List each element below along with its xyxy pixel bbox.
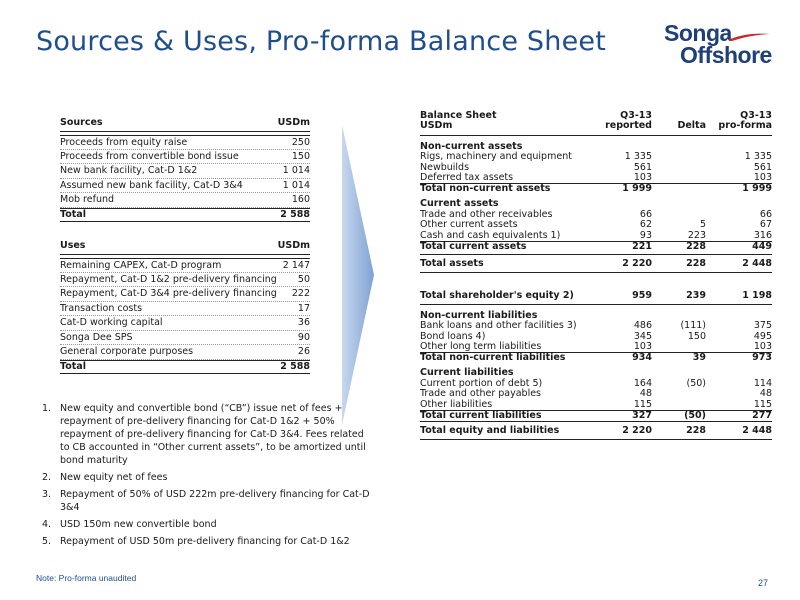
- cell-reported: 221: [632, 240, 652, 252]
- sources-header-label: Sources: [60, 117, 103, 128]
- cell-proforma: 103: [753, 172, 772, 184]
- cell-proforma: 103: [753, 341, 772, 353]
- cell-proforma: 115: [753, 398, 772, 410]
- row-label: Cat-D working capital: [60, 317, 163, 329]
- table-row: [60, 164, 310, 179]
- cell-proforma: 1 999: [742, 183, 772, 195]
- cell-delta: 39: [692, 352, 706, 364]
- table-row: [420, 321, 772, 332]
- cell-proforma: 1 335: [744, 151, 772, 163]
- row-label: Repayment, Cat-D 1&2 pre-delivery financing: [60, 273, 277, 285]
- cell-reported: 345: [633, 330, 652, 342]
- header-col-proforma: pro-forma: [718, 120, 772, 132]
- note-number: 4.: [42, 519, 52, 530]
- total-value: 2 588: [280, 209, 310, 221]
- balance-header-row-1: [420, 110, 772, 121]
- list-item: [42, 518, 372, 531]
- note-text: Repayment of 50% of USD 222m pre-delivery financing for Cat-D 3&4: [60, 489, 370, 513]
- note-number: 2.: [42, 472, 52, 483]
- row-label: Total current liabilities: [420, 409, 542, 421]
- cell-reported: 164: [633, 377, 652, 389]
- table-row: [420, 378, 772, 389]
- section-title: Current assets: [420, 198, 499, 210]
- total-label: Total: [60, 361, 86, 373]
- cell-reported: 1 999: [622, 183, 652, 195]
- note-number: 3.: [42, 489, 52, 500]
- cell-delta: (50): [686, 377, 706, 389]
- row-value: 26: [297, 346, 310, 358]
- cell-proforma: 973: [752, 352, 772, 364]
- total-label: Total: [60, 209, 86, 221]
- list-item: [42, 402, 372, 467]
- cell-proforma: 2 448: [742, 425, 772, 436]
- cell-proforma: 2 448: [742, 258, 772, 269]
- cell-delta: 223: [687, 229, 706, 241]
- cell-delta: 5: [699, 219, 706, 231]
- cell-reported: 959: [632, 290, 652, 301]
- divider: [420, 439, 772, 440]
- row-label: Current portion of debt 5): [420, 377, 543, 389]
- table-row: [420, 209, 772, 220]
- cell-proforma: 66: [759, 208, 772, 220]
- row-label: Deferred tax assets: [420, 172, 514, 184]
- header-label: Balance Sheet: [420, 109, 497, 121]
- table-row: [420, 173, 772, 184]
- row-value: 222: [291, 288, 310, 300]
- table-row: [420, 220, 772, 231]
- section-title: Non-current liabilities: [420, 309, 538, 321]
- logo-line-2: Offshore: [680, 42, 772, 68]
- cell-proforma: 449: [752, 240, 772, 252]
- cell-delta: 150: [687, 330, 706, 342]
- row-label: New bank facility, Cat-D 1&2: [60, 165, 198, 177]
- equity-row: [420, 287, 772, 304]
- row-label: Total shareholder's equity 2): [420, 290, 574, 301]
- logo-swoosh-icon: [726, 30, 772, 42]
- row-label: Repayment, Cat-D 3&4 pre-delivery financing: [60, 288, 277, 300]
- table-row: [60, 179, 310, 194]
- header-col-delta: Delta: [677, 120, 706, 132]
- table-row: [60, 150, 310, 165]
- note-number: 5.: [42, 536, 52, 547]
- footnote: Note: Pro-forma unaudited: [36, 573, 137, 583]
- total-row: [420, 352, 772, 363]
- row-label: Songa Dee SPS: [60, 331, 133, 343]
- uses-total-row: [60, 360, 310, 375]
- row-value: 1 014: [282, 165, 310, 177]
- row-label: Total assets: [420, 258, 484, 269]
- cell-reported: 66: [639, 208, 652, 220]
- note-text: Repayment of USD 50m pre-delivery financing for Cat-D 1&2: [60, 536, 350, 547]
- table-row: [420, 162, 772, 173]
- sources-header-unit: USDm: [277, 117, 310, 128]
- row-value: 17: [297, 302, 310, 314]
- cell-reported: 486: [633, 320, 652, 332]
- row-value: 90: [297, 331, 310, 343]
- cell-reported: 327: [632, 409, 652, 421]
- section-title: Current liabilities: [420, 367, 514, 379]
- row-label: Remaining CAPEX, Cat-D program: [60, 259, 222, 271]
- cell-reported: 62: [639, 219, 652, 231]
- header-col-reported: reported: [605, 120, 652, 132]
- table-row: [60, 287, 310, 302]
- row-value: 1 014: [282, 179, 310, 191]
- row-value: 36: [297, 317, 310, 329]
- table-row: [420, 389, 772, 400]
- table-row: [420, 230, 772, 241]
- table-row: [60, 302, 310, 317]
- list-item: [42, 471, 372, 484]
- cell-proforma: 114: [753, 377, 772, 389]
- row-label: Trade and other receivables: [420, 208, 553, 220]
- sources-header: [60, 117, 310, 132]
- table-row: [60, 273, 310, 288]
- cell-reported: 934: [632, 352, 652, 364]
- table-row: [60, 258, 310, 273]
- cell-delta: 239: [686, 290, 706, 301]
- table-row: [420, 342, 772, 353]
- page-title: Sources & Uses, Pro-forma Balance Sheet: [36, 26, 606, 57]
- header-col-proforma: Q3-13: [740, 109, 772, 121]
- row-value: 150: [291, 150, 310, 162]
- cell-reported: 103: [633, 172, 652, 184]
- cell-proforma: 67: [759, 219, 772, 231]
- row-label: Total non-current assets: [420, 183, 551, 195]
- balance-sheet-table: [420, 110, 772, 440]
- sources-table: [60, 117, 310, 222]
- cell-reported: 1 335: [624, 151, 652, 163]
- arrow-right-icon: [342, 125, 374, 425]
- cell-reported: 103: [633, 341, 652, 353]
- cell-delta: (111): [680, 320, 706, 332]
- uses-table: [60, 240, 310, 374]
- list-item: [42, 535, 372, 548]
- balance-header-row-2: [420, 121, 772, 132]
- cell-proforma: 316: [753, 229, 772, 241]
- row-label: Mob refund: [60, 194, 115, 206]
- total-row: [420, 183, 772, 194]
- row-label: Total current assets: [420, 240, 527, 252]
- cell-reported: 93: [639, 229, 652, 241]
- row-label: Newbuilds: [420, 161, 470, 173]
- row-label: Bond loans 4): [420, 330, 486, 342]
- row-value: 250: [291, 136, 310, 148]
- uses-header: [60, 240, 310, 255]
- cell-delta: 228: [686, 425, 706, 436]
- cell-proforma: 1 198: [742, 290, 772, 301]
- table-row: [60, 345, 310, 360]
- sources-total-row: [60, 208, 310, 223]
- cell-proforma: 48: [759, 388, 772, 400]
- table-row: [420, 152, 772, 163]
- row-label: Bank loans and other facilities 3): [420, 320, 577, 332]
- note-text: USD 150m new convertible bond: [60, 519, 217, 530]
- page-number: 27: [758, 578, 769, 588]
- row-label: Total equity and liabilities: [420, 425, 560, 436]
- logo-line-1: Songa: [664, 20, 732, 46]
- uses-header-label: Uses: [60, 240, 86, 251]
- cell-reported: 2 220: [622, 425, 652, 436]
- row-label: Proceeds from equity raise: [60, 136, 188, 148]
- total-value: 2 588: [280, 361, 310, 373]
- row-label: Rigs, machinery and equipment: [420, 151, 572, 163]
- row-label: Assumed new bank facility, Cat-D 3&4: [60, 179, 243, 191]
- row-label: Transaction costs: [60, 302, 143, 314]
- cell-reported: 48: [639, 388, 652, 400]
- row-label: Other long term liabilities: [420, 341, 542, 353]
- cell-proforma: 495: [753, 330, 772, 342]
- notes-list: [42, 402, 372, 552]
- cell-reported: 115: [633, 398, 652, 410]
- note-number: 1.: [42, 403, 52, 414]
- list-item: [42, 488, 372, 514]
- cell-proforma: 561: [753, 161, 772, 173]
- total-row: [420, 410, 772, 421]
- table-row: [60, 331, 310, 346]
- cell-delta: (50): [684, 409, 706, 421]
- table-row: [60, 193, 310, 208]
- note-text: New equity and convertible bond (“CB”) issue net of fees + repayment of pre-delivery financing for Cat-D 1&2 + 50% repayment of pre-delivery financing for Cat-D 3&4. Fees related to CB accounted in “Other current assets”, to be amortized until bond maturity: [60, 403, 366, 466]
- total-row: [420, 241, 772, 252]
- row-value: 50: [297, 273, 310, 285]
- row-label: General corporate purposes: [60, 346, 194, 358]
- row-label: Total non-current liabilities: [420, 352, 566, 364]
- table-row: [60, 316, 310, 331]
- table-row: [420, 331, 772, 342]
- row-label: Trade and other payables: [420, 388, 542, 400]
- cell-delta: 228: [686, 258, 706, 269]
- header-label: USDm: [420, 120, 453, 132]
- cell-delta: 228: [686, 240, 706, 252]
- section-title: Non-current assets: [420, 140, 523, 152]
- cell-reported: 2 220: [622, 258, 652, 269]
- row-label: Other liabilities: [420, 398, 493, 410]
- row-label: Proceeds from convertible bond issue: [60, 150, 239, 162]
- table-row: [420, 399, 772, 410]
- cell-proforma: 277: [752, 409, 772, 421]
- header-col-reported: Q3-13: [620, 109, 652, 121]
- note-text: New equity net of fees: [60, 472, 168, 483]
- row-label: Cash and cash equivalents 1): [420, 229, 561, 241]
- row-label: Other current assets: [420, 219, 518, 231]
- row-value: 160: [291, 194, 310, 206]
- company-logo: [664, 20, 776, 70]
- total-assets-row: [420, 255, 772, 272]
- table-row: [60, 135, 310, 150]
- cell-reported: 561: [633, 161, 652, 173]
- total-equity-liabilities-row: [420, 422, 772, 439]
- cell-proforma: 375: [753, 320, 772, 332]
- row-value: 2 147: [282, 259, 310, 271]
- uses-header-unit: USDm: [277, 240, 310, 251]
